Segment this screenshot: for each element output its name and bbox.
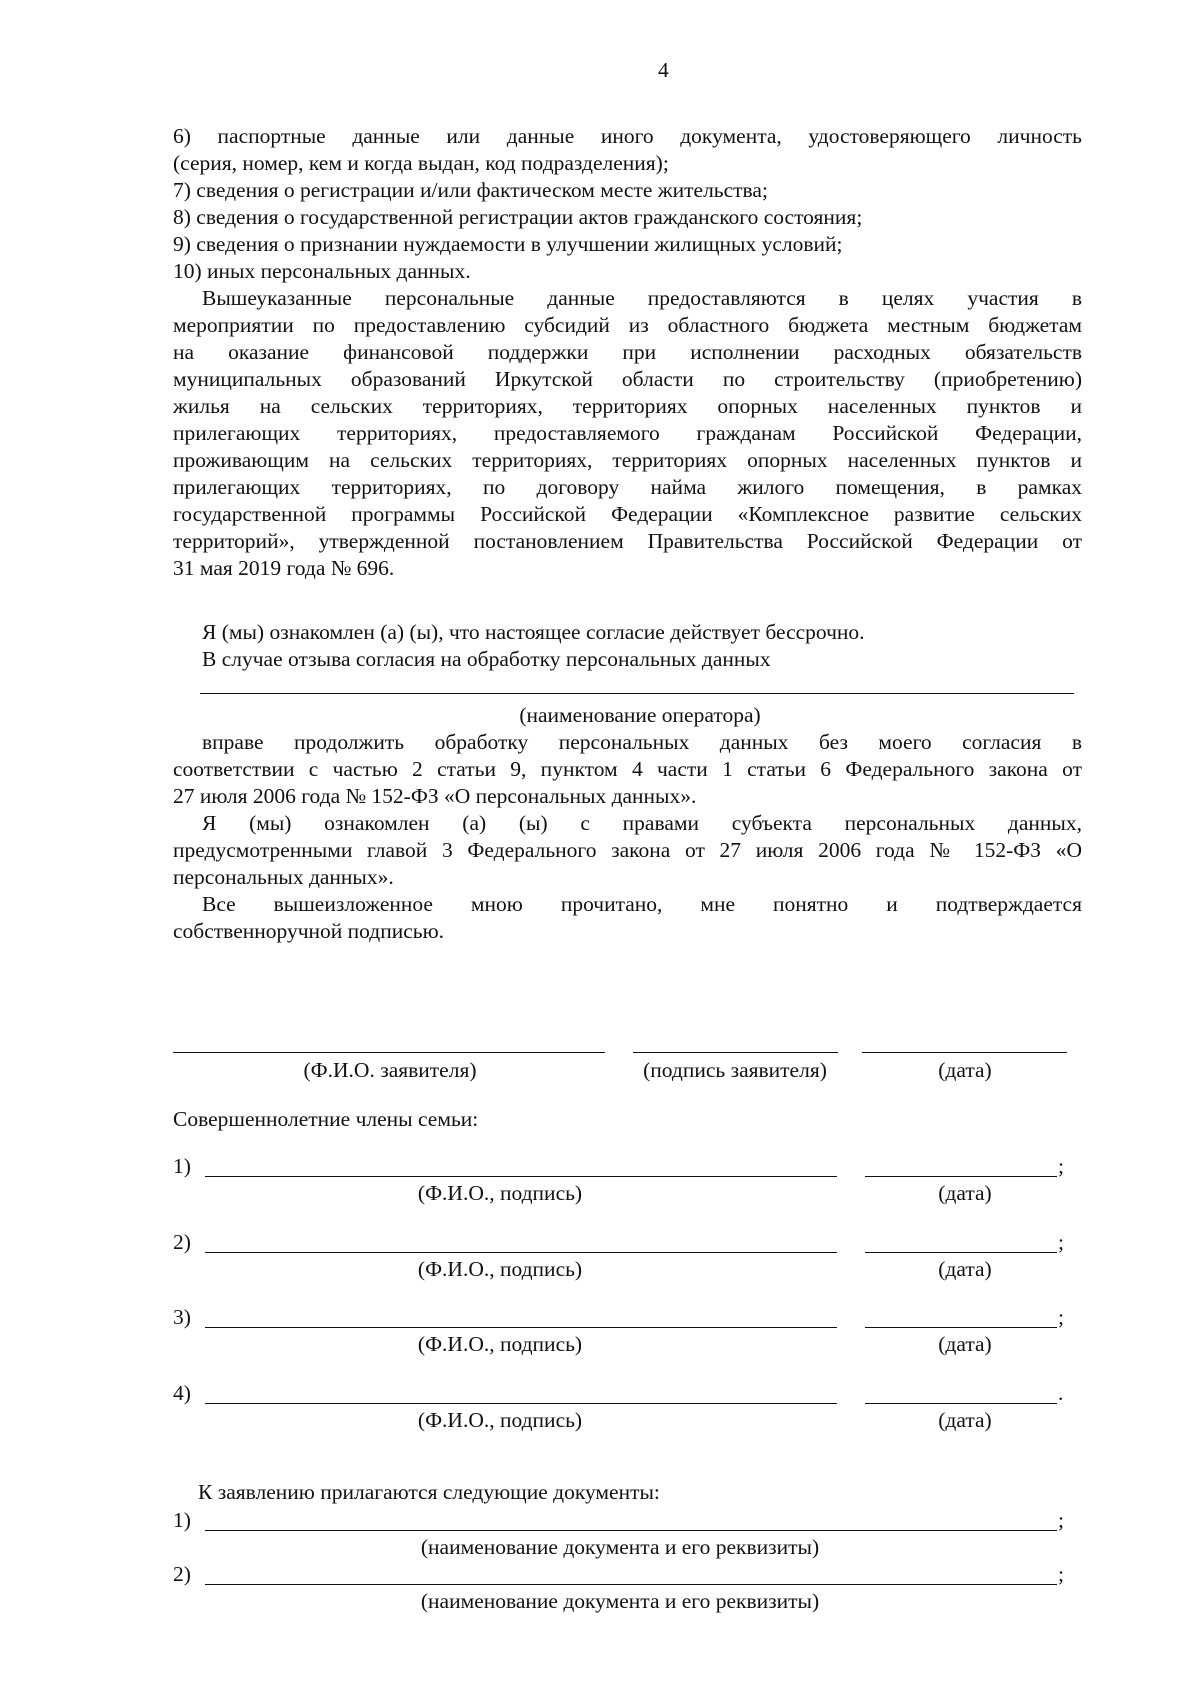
row-number: 1) <box>173 1154 191 1178</box>
applicant-fio-caption: (Ф.И.О. заявителя) <box>303 1058 477 1082</box>
paragraph-line: прилегающих территориях, по договору найма жилого помещения, в рамках <box>173 475 1082 499</box>
list-item-8: 8) сведения о государственной регистрации актов гражданского состояния; <box>173 205 863 229</box>
continue-line: 27 июля 2006 года № 152-ФЗ «О персональных данных». <box>173 784 697 808</box>
fio-signature-caption: (Ф.И.О., подпись) <box>417 1257 583 1281</box>
row-end: ; <box>1058 1562 1064 1586</box>
row-number: 1) <box>173 1508 191 1532</box>
date-caption: (дата) <box>938 1181 992 1205</box>
fio-signature-line <box>205 1403 837 1404</box>
rights-line: предусмотренными главой 3 Федерального закона от 27 июля 2006 года № 152-ФЗ «О <box>173 838 1082 862</box>
rights-line: персональных данных». <box>173 865 394 889</box>
row-end: . <box>1058 1381 1064 1405</box>
list-item-6-cont: (серия, номер, кем и когда выдан, код подразделения); <box>173 151 669 175</box>
fio-signature-caption: (Ф.И.О., подпись) <box>417 1408 583 1432</box>
document-line <box>205 1530 1057 1531</box>
applicant-date-caption: (дата) <box>938 1058 992 1082</box>
consent-term: Я (мы) ознакомлен (а) (ы), что настоящее согласие действует бессрочно. <box>202 620 865 644</box>
document-caption: (наименование документа и его реквизиты) <box>420 1589 820 1613</box>
paragraph-line: муниципальных образований Иркутской области по строительству (приобретению) <box>173 367 1082 391</box>
applicant-fio-line <box>173 1052 605 1053</box>
list-item-10: 10) иных персональных данных. <box>173 259 471 283</box>
paragraph-line: мероприятии по предоставлению субсидий из областного бюджета местным бюджетам <box>173 313 1082 337</box>
document-caption: (наименование документа и его реквизиты) <box>420 1535 820 1559</box>
paragraph-line: проживающим на сельских территориях, территориях опорных населенных пунктов и <box>173 448 1082 472</box>
fio-signature-line <box>205 1327 837 1328</box>
row-end: ; <box>1058 1154 1064 1178</box>
confirm-line: Все вышеизложенное мною прочитано, мне понятно и подтверждается <box>202 892 1082 916</box>
continue-line: соответствии с частью 2 статьи 9, пунктом 4 части 1 статьи 6 Федерального закона от <box>173 757 1082 781</box>
documents-heading: К заявлению прилагаются следующие документы: <box>198 1480 660 1504</box>
date-caption: (дата) <box>938 1332 992 1356</box>
rights-line: Я (мы) ознакомлен (а) (ы) с правами субъекта персональных данных, <box>202 811 1082 835</box>
paragraph-line: 31 мая 2019 года № 696. <box>173 556 395 580</box>
fio-signature-line <box>205 1252 837 1253</box>
paragraph-line: Вышеуказанные персональные данные предоставляются в целях участия в <box>202 286 1082 310</box>
date-line <box>865 1403 1057 1404</box>
row-end: ; <box>1058 1230 1064 1254</box>
applicant-date-line <box>862 1052 1067 1053</box>
operator-name-line <box>200 693 1074 694</box>
row-number: 2) <box>173 1230 191 1254</box>
paragraph-line: прилегающих территориях, предоставляемого гражданам Российской Федерации, <box>173 421 1082 445</box>
row-end: ; <box>1058 1508 1064 1532</box>
date-line <box>865 1252 1057 1253</box>
paragraph-line: территорий», утвержденной постановлением Правительства Российской Федерации от <box>173 529 1082 553</box>
date-line <box>865 1327 1057 1328</box>
continue-line: вправе продолжить обработку персональных данных без моего согласия в <box>202 730 1082 754</box>
paragraph-line: государственной программы Российской Федерации «Комплексное развитие сельских <box>173 502 1082 526</box>
paragraph-line: на оказание финансовой поддержки при исполнении расходных обязательств <box>173 340 1082 364</box>
list-item-6: 6) паспортные данные или данные иного документа, удостоверяющего личность <box>173 124 1082 148</box>
applicant-signature-caption: (подпись заявителя) <box>643 1058 827 1082</box>
row-end: ; <box>1058 1305 1064 1329</box>
fio-signature-caption: (Ф.И.О., подпись) <box>417 1332 583 1356</box>
row-number: 3) <box>173 1305 191 1329</box>
date-caption: (дата) <box>938 1408 992 1432</box>
applicant-signature-line <box>633 1052 838 1053</box>
row-number: 2) <box>173 1562 191 1586</box>
list-item-9: 9) сведения о признании нуждаемости в улучшении жилищных условий; <box>173 232 843 256</box>
fio-signature-line <box>205 1176 837 1177</box>
list-item-7: 7) сведения о регистрации и/или фактическом месте жительства; <box>173 178 768 202</box>
confirm-line: собственноручной подписью. <box>173 919 445 943</box>
operator-caption: (наименование оператора) <box>519 703 761 727</box>
page-number: 4 <box>658 58 669 82</box>
family-heading: Совершеннолетние члены семьи: <box>173 1107 479 1131</box>
fio-signature-caption: (Ф.И.О., подпись) <box>417 1181 583 1205</box>
document-line <box>205 1584 1057 1585</box>
revocation-text: В случае отзыва согласия на обработку персональных данных <box>202 647 771 671</box>
date-caption: (дата) <box>938 1257 992 1281</box>
paragraph-line: жилья на сельских территориях, территориях опорных населенных пунктов и <box>173 394 1082 418</box>
row-number: 4) <box>173 1381 191 1405</box>
date-line <box>865 1176 1057 1177</box>
